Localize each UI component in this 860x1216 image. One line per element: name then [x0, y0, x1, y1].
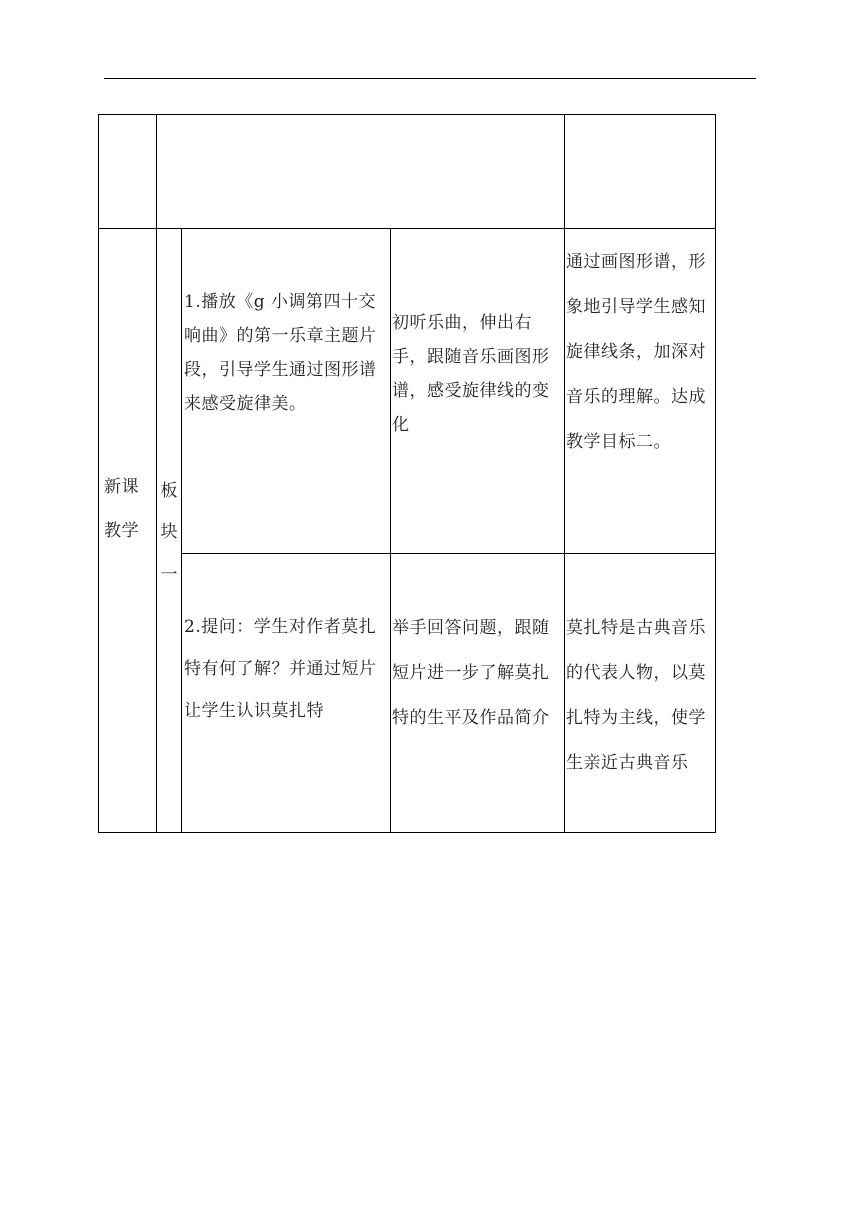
row-2-student-activity: 举手回答问题，跟随短片进一步了解莫扎特的生平及作品简介	[392, 618, 550, 728]
section-label-line-1: 新课	[104, 477, 139, 497]
table-cell-top-left	[98, 114, 157, 229]
row-1-student-activity: 初听乐曲，伸出右手，跟随音乐画图形谱，感受旋律线的变化	[392, 313, 550, 435]
table-cell-top-middle	[156, 114, 565, 229]
row-2-design-intent: 莫扎特是古典音乐的代表人物，以莫扎特为主线，使学生亲近古典音乐	[566, 618, 706, 773]
table-cell-top-right	[564, 114, 716, 229]
block-label-char-1: 板	[160, 481, 178, 501]
row-1-design-intent: 通过画图形谱，形象地引导学生感知旋律线条，加深对音乐的理解。达成教学目标二。	[566, 252, 706, 452]
block-label-char-3: 一	[160, 565, 178, 585]
section-label-line-2: 教学	[104, 521, 139, 541]
header-rule	[104, 78, 756, 79]
row-1-teacher-activity: 1.播放《g 小调第四十交响曲》的第一乐章主题片段，引导学生通过图形谱来感受旋律美。	[184, 292, 377, 414]
block-label-char-2: 块	[160, 522, 178, 542]
row-2-teacher-activity: 2.提问：学生对作者莫扎特有何了解？并通过短片让学生认识莫扎特	[184, 617, 377, 721]
